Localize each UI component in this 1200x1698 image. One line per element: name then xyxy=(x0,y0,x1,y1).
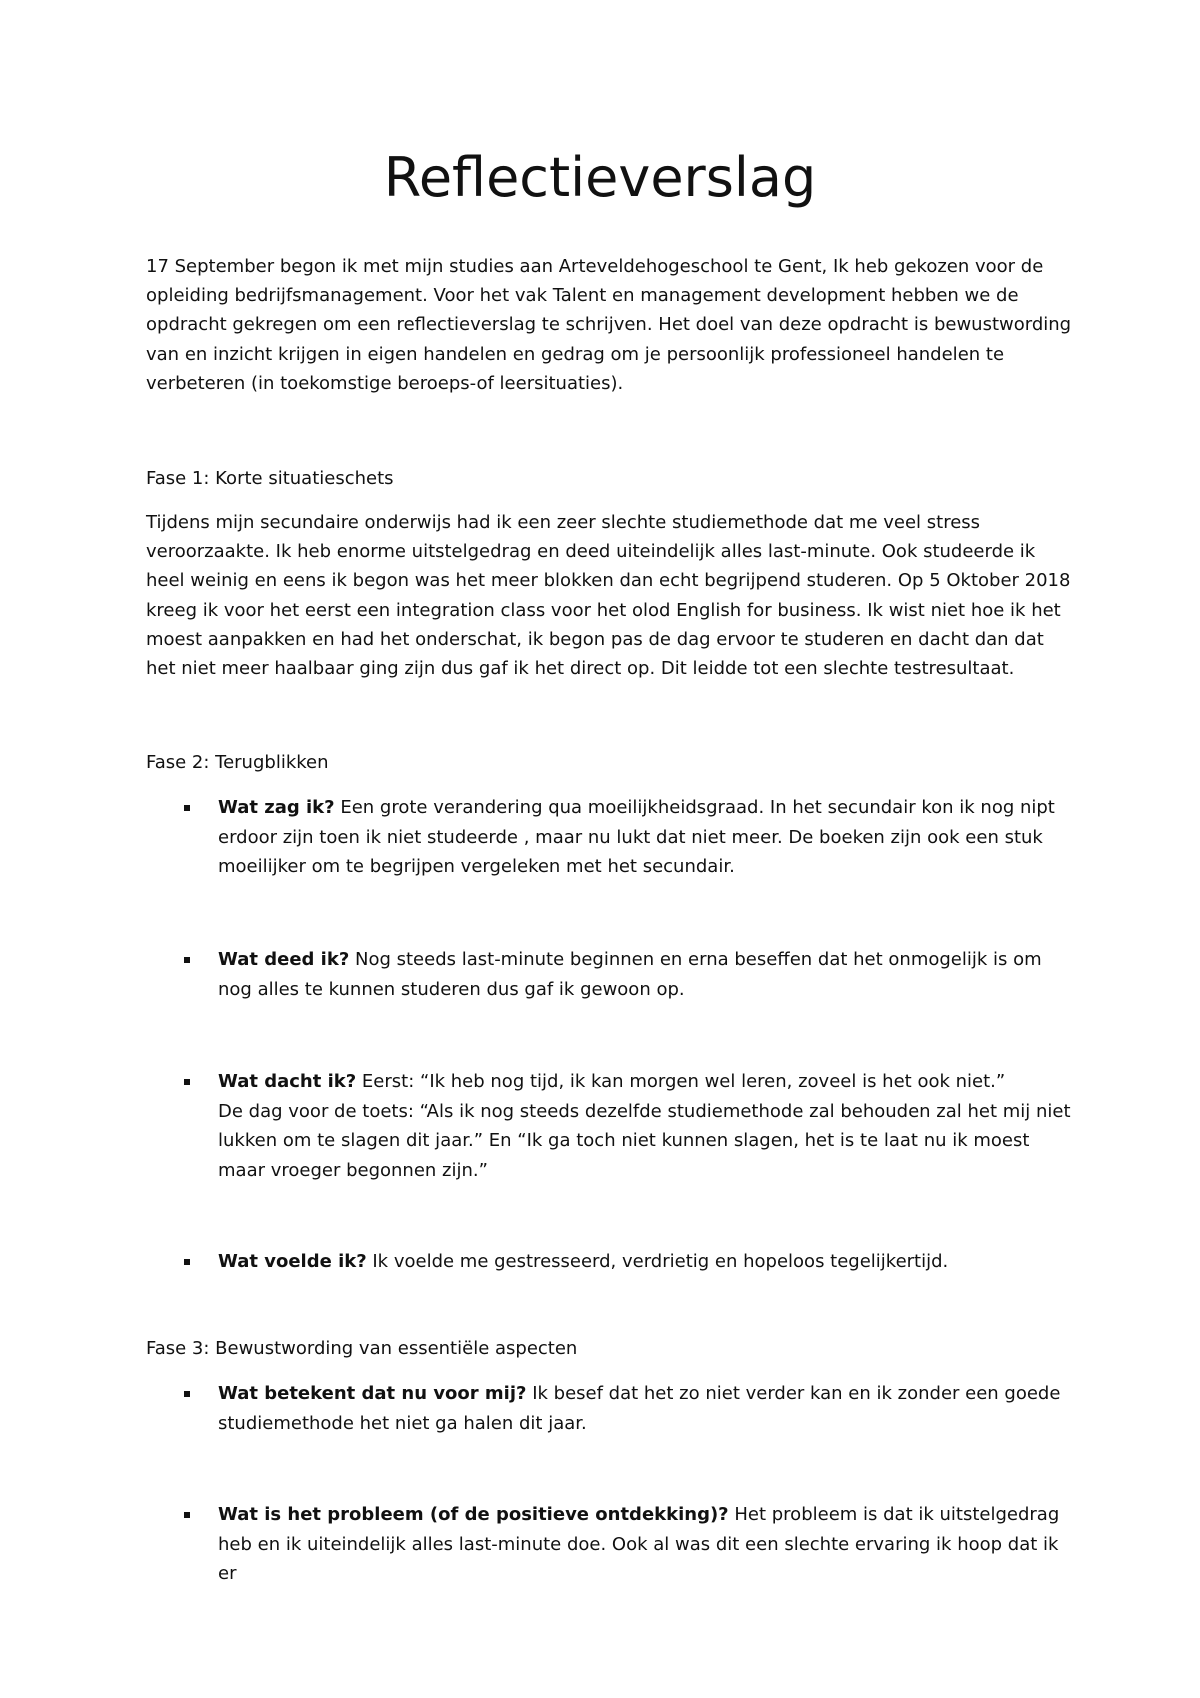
bullet-icon xyxy=(184,1079,190,1085)
answer-text: Nog steeds last-minute beginnen en erna beseffen dat het onmogelijk is om nog alles te kunnen studeren dus gaf ik gewoon op. xyxy=(218,949,1042,1000)
document-title: Reflectieverslag xyxy=(383,146,817,209)
question-label: Wat voelde ik? xyxy=(218,1251,367,1272)
question-label: Wat is het probleem (of de positieve ontdekking)? xyxy=(218,1504,729,1525)
question-label: Wat deed ik? xyxy=(218,949,350,970)
question-label: Wat dacht ik? xyxy=(218,1071,357,1092)
answer-text: Een grote verandering qua moeilijkheidsgraad. In het secundair kon ik nog nipt erdoor zijn toen ik niet studeerde , maar nu lukt dat niet meer. De boeken zijn ook een stuk moeilijker om te begrijpen vergeleken met het secundair. xyxy=(218,797,1055,877)
answer-text: Het probleem is dat ik uitstelgedrag heb en ik uiteindelijk alles last-minute doe. Ook al was dit een slechte ervaring ik hoop dat ik er xyxy=(218,1504,1060,1584)
bullet-icon xyxy=(184,1259,190,1265)
fase2-heading: Fase 2: Terugblikken xyxy=(146,752,329,773)
bullet-icon xyxy=(184,805,190,811)
question-label: Wat zag ik? xyxy=(218,797,335,818)
question-label: Wat betekent dat nu voor mij? xyxy=(218,1383,527,1404)
answer-text: Eerst: “Ik heb nog tijd, ik kan morgen wel leren, zoveel is het ook niet.” xyxy=(356,1071,1006,1092)
fase1-paragraph: Tijdens mijn secundaire onderwijs had ik een zeer slechte studiemethode dat me veel stress veroorzaakte. Ik heb enorme uitstelgedrag en deed uiteindelijk alles last-minute. Ook studeerde ik heel weinig en eens ik begon was het meer blokken dan echt begrijpend studeren. Op 5 Oktober 2018 kreeg ik voor het eerst een integration class voor het olod English for business. Ik wist niet hoe ik het moest aanpakken en had het onderschat, ik begon pas de dag ervoor te studeren en dacht dan dat het niet meer haalbaar ging zijn dus gaf ik het direct op. Dit leidde tot een slechte testresultaat. xyxy=(146,512,1071,680)
answer-text: Ik voelde me gestresseerd, verdrietig en hopeloos tegelijkertijd. xyxy=(366,1251,949,1272)
bullet-icon xyxy=(184,957,190,963)
answer-text: Ik besef dat het zo niet verder kan en ik zonder een goede studiemethode het niet ga halen dit jaar. xyxy=(218,1383,1061,1434)
bullet-icon xyxy=(184,1391,190,1397)
fase3-heading: Fase 3: Bewustwording van essentiële aspecten xyxy=(146,1338,578,1359)
fase1-heading: Fase 1: Korte situatieschets xyxy=(146,468,394,489)
bullet-icon xyxy=(184,1512,190,1518)
intro-paragraph: 17 September begon ik met mijn studies aan Arteveldehogeschool te Gent, Ik heb gekozen voor de opleiding bedrijfsmanagement. Voor het vak Talent en management development hebben we de opdracht gekregen om een reflectieverslag te schrijven. Het doel van deze opdracht is bewustwording van en inzicht krijgen in eigen handelen en gedrag om je persoonlijk professioneel handelen te verbeteren (in toekomstige beroeps-of leersituaties). xyxy=(146,256,1072,394)
answer-text-continued: De dag voor de toets: “Als ik nog steeds dezelfde studiemethode zal behouden zal het mij niet lukken om te slagen dit jaar.” En “Ik ga toch niet kunnen slagen, het is te laat nu ik moest maar vroeger begonnen zijn.” xyxy=(218,1100,1071,1181)
